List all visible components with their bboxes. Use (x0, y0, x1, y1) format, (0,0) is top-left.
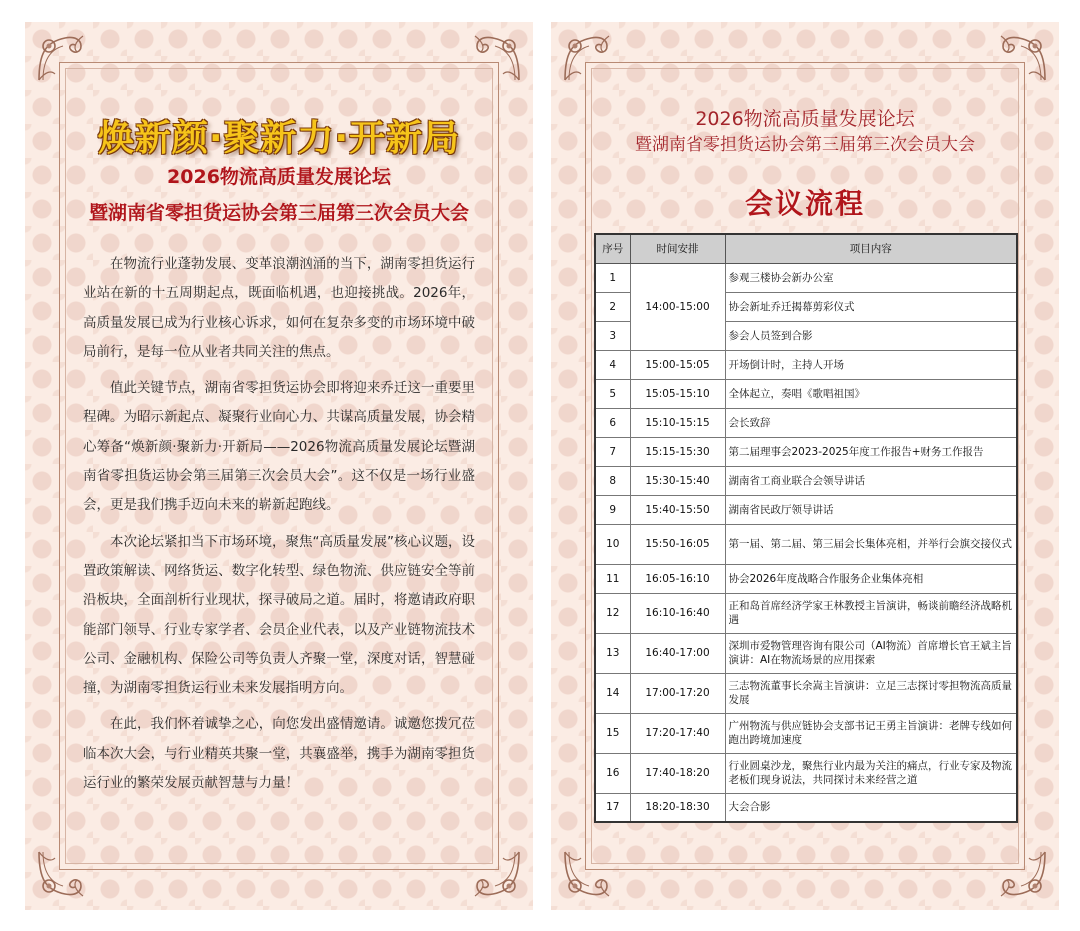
row-item: 深圳市爱物管理咨询有限公司（AI物流）首席增长官王斌主旨演讲：AI在物流场景的应用探索 (725, 633, 1017, 673)
row-number: 14 (595, 673, 630, 713)
row-number: 1 (595, 263, 630, 292)
table-row (595, 495, 1017, 524)
row-time: 17:20-17:40 (630, 713, 725, 753)
table-row (595, 524, 1017, 564)
table-row (595, 564, 1017, 593)
row-time: 14:00-15:00 (630, 263, 725, 350)
table-row (595, 713, 1017, 753)
corner-ornament-icon (997, 32, 1049, 84)
row-number: 8 (595, 466, 630, 495)
column-header: 项目内容 (725, 234, 1017, 263)
row-item: 会长致辞 (725, 408, 1017, 437)
row-number: 10 (595, 524, 630, 564)
row-time: 15:05-15:10 (630, 379, 725, 408)
row-item: 第二届理事会2023-2025年度工作报告+财务工作报告 (725, 437, 1017, 466)
row-time: 15:00-15:05 (630, 350, 725, 379)
row-number: 2 (595, 292, 630, 321)
table-row (595, 263, 1017, 292)
row-time: 15:10-15:15 (630, 408, 725, 437)
agenda-panel (551, 22, 1059, 910)
row-item: 第一届、第二届、第三届会长集体亮相，并举行会旗交接仪式 (725, 524, 1017, 564)
table-row (595, 793, 1017, 822)
row-number: 3 (595, 321, 630, 350)
row-number: 16 (595, 753, 630, 793)
corner-ornament-icon (561, 848, 613, 900)
forum-subtitle: 暨湖南省零担货运协会第三届第三次会员大会 (635, 135, 975, 155)
row-item: 协会新址乔迁揭幕剪彩仪式 (725, 292, 1017, 321)
row-time: 15:50-16:05 (630, 524, 725, 564)
table-row (595, 593, 1017, 633)
corner-ornament-icon (35, 32, 87, 84)
corner-ornament-icon (35, 848, 87, 900)
row-item: 参会人员签到合影 (725, 321, 1017, 350)
row-item: 全体起立，奏唱《歌唱祖国》 (725, 379, 1017, 408)
row-item: 正和岛首席经济学家王林教授主旨演讲，畅谈前瞻经济战略机遇 (725, 593, 1017, 633)
forum-title: 2026物流高质量发展论坛 (167, 166, 391, 188)
row-number: 6 (595, 408, 630, 437)
row-time: 18:20-18:30 (630, 793, 725, 822)
row-number: 7 (595, 437, 630, 466)
invitation-panel (25, 22, 533, 910)
row-item: 广州物流与供应链协会支部书记王勇主旨演讲：老牌专线如何跑出跨境加速度 (725, 713, 1017, 753)
table-row (595, 379, 1017, 408)
paragraph: 本次论坛紧扣当下市场环境，聚焦“高质量发展”核心议题，设置政策解读、网络货运、数字化转型、绿色物流、供应链安全等前沿板块，全面剖析行业现状，探寻破局之道。届时，将邀请政府职能部门领导、行业专家学者、会员企业代表，以及产业链物流技术公司、金融机构、保险公司等负责人齐聚一堂，深度对话，智慧碰撞，为湖南零担货运行业未来发展指明方向。 (83, 533, 475, 697)
row-number: 15 (595, 713, 630, 753)
row-number: 17 (595, 793, 630, 822)
paragraph: 在物流行业蓬勃发展、变革浪潮汹涌的当下，湖南零担货运行业站在新的十五周期起点，既面临机遇，也迎接挑战。2026年，高质量发展已成为行业核心诉求，如何在复杂多变的市场环境中破局前行，是每一位从业者共同关注的焦点。 (83, 256, 475, 360)
table-row (595, 408, 1017, 437)
row-item: 协会2026年度战略合作服务企业集体亮相 (725, 564, 1017, 593)
row-number: 11 (595, 564, 630, 593)
row-time: 16:40-17:00 (630, 633, 725, 673)
forum-subtitle: 暨湖南省零担货运协会第三届第三次会员大会 (88, 202, 469, 224)
row-time: 15:30-15:40 (630, 466, 725, 495)
table-row (595, 437, 1017, 466)
row-time: 16:05-16:10 (630, 564, 725, 593)
paragraph: 在此，我们怀着诚挚之心，向您发出盛情邀请。诚邀您拨冗莅临本次大会，与行业精英共聚一堂，共襄盛举，携手为湖南零担货运行业的繁荣发展贡献智慧与力量！ (83, 716, 475, 792)
invitation-text (83, 250, 475, 805)
row-number: 4 (595, 350, 630, 379)
row-item: 开场倒计时，主持人开场 (725, 350, 1017, 379)
row-time: 16:10-16:40 (630, 593, 725, 633)
agenda-table (594, 233, 1018, 823)
row-time: 15:40-15:50 (630, 495, 725, 524)
corner-ornament-icon (997, 848, 1049, 900)
table-row (595, 673, 1017, 713)
row-time: 17:40-18:20 (630, 753, 725, 793)
row-time: 17:00-17:20 (630, 673, 725, 713)
row-item: 参观三楼协会新办公室 (725, 263, 1017, 292)
column-header: 时间安排 (630, 234, 725, 263)
table-row (595, 350, 1017, 379)
row-time: 15:15-15:30 (630, 437, 725, 466)
corner-ornament-icon (471, 32, 523, 84)
corner-ornament-icon (561, 32, 613, 84)
forum-title: 2026物流高质量发展论坛 (695, 108, 915, 130)
row-item: 三志物流董事长余嵩主旨演讲：立足三志探讨零担物流高质量发展 (725, 673, 1017, 713)
corner-ornament-icon (471, 848, 523, 900)
table-row (595, 466, 1017, 495)
row-number: 9 (595, 495, 630, 524)
column-header: 序号 (595, 234, 630, 263)
row-item: 行业圆桌沙龙，聚焦行业内最为关注的痛点，行业专家及物流老板们现身说法，共同探讨未来经营之道 (725, 753, 1017, 793)
row-item: 湖南省民政厅领导讲话 (725, 495, 1017, 524)
row-item: 湖南省工商业联合会领导讲话 (725, 466, 1017, 495)
row-number: 13 (595, 633, 630, 673)
table-header-row (595, 234, 1017, 263)
row-item: 大会合影 (725, 793, 1017, 822)
table-row (595, 633, 1017, 673)
slogan-heading: 焕新颜·聚新力·开新局 (97, 118, 461, 159)
paragraph: 值此关键节点，湖南省零担货运协会即将迎来乔迁这一重要里程碑。为昭示新起点、凝聚行业向心力、共谋高质量发展，协会精心筹备“焕新颜·聚新力·开新局——2026物流高质量发展论坛暨湖南省零担货运协会第三届第三次会员大会”。这不仅是一场行业盛会，更是我们携手迈向未来的崭新起跑线。 (83, 380, 475, 514)
agenda-title: 会议流程 (744, 187, 865, 220)
table-row (595, 753, 1017, 793)
row-number: 12 (595, 593, 630, 633)
row-number: 5 (595, 379, 630, 408)
